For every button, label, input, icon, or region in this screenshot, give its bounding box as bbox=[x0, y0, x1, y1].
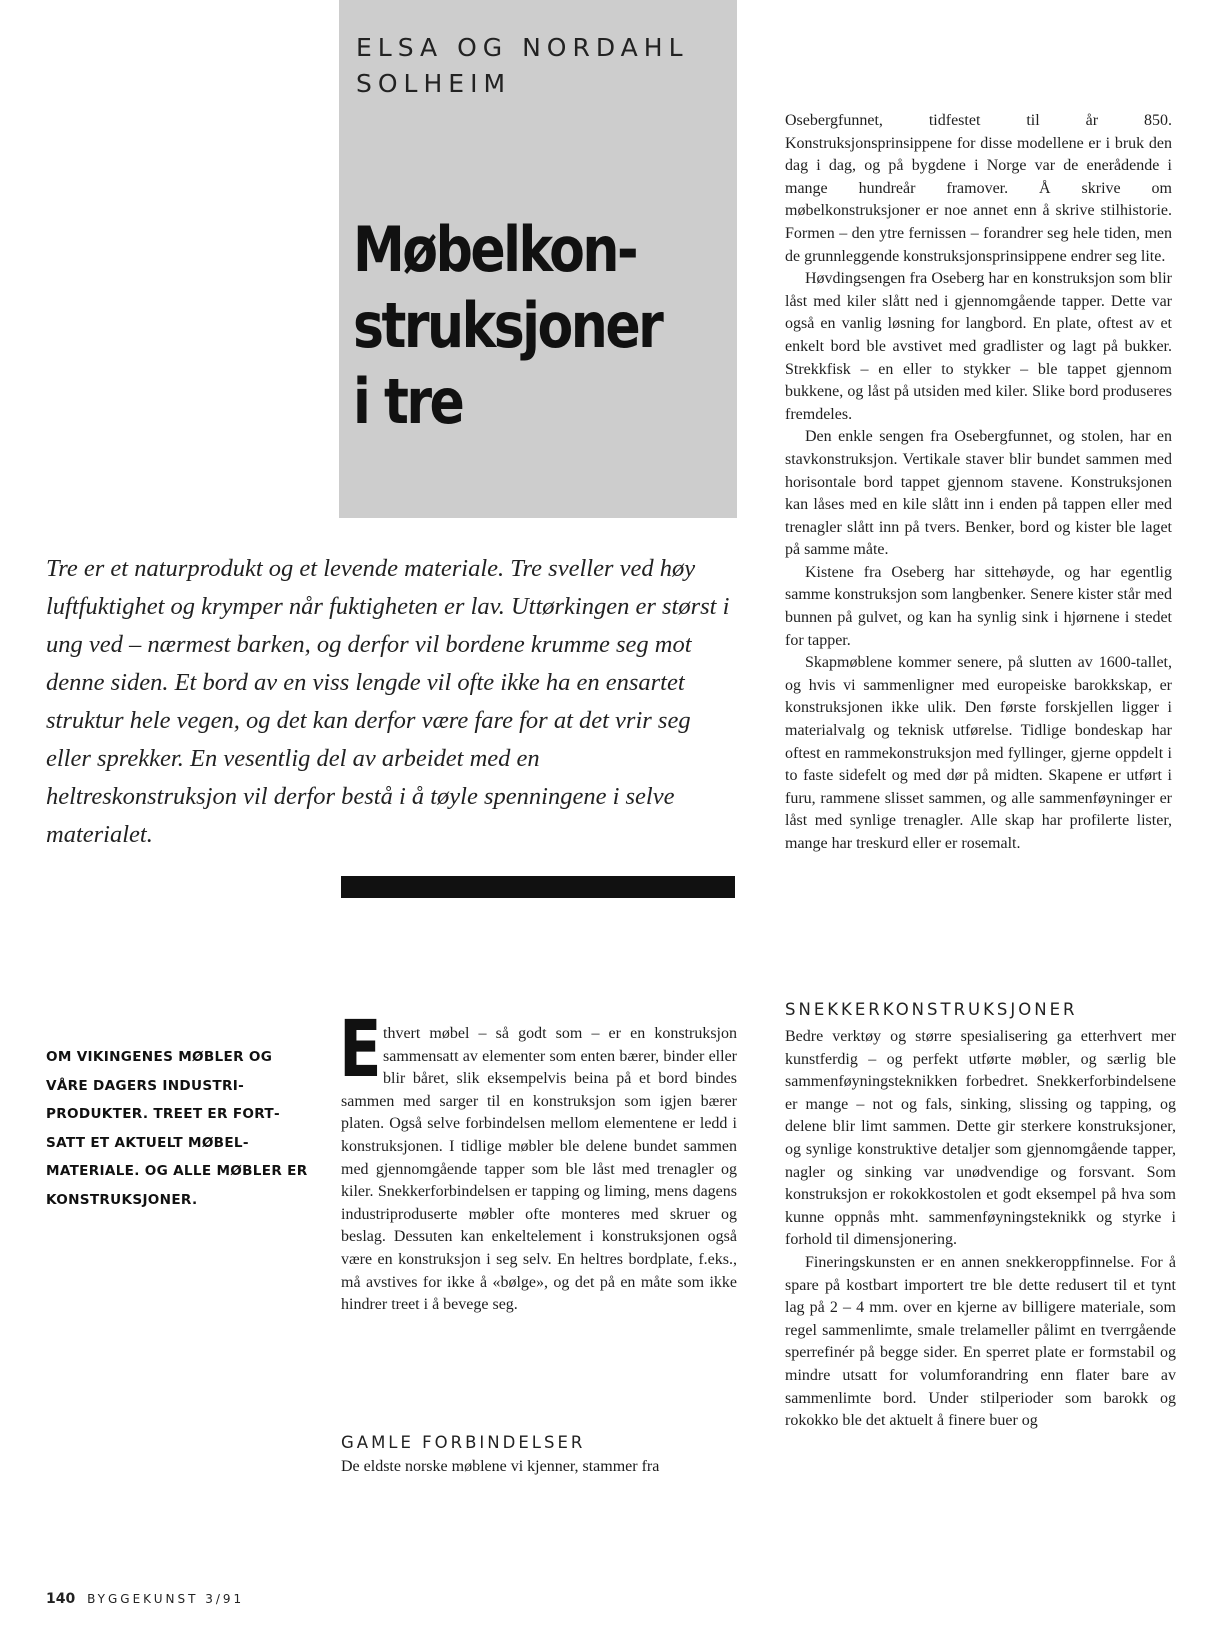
title-line-1: Møbelkon- bbox=[353, 213, 637, 286]
title-line-3: i tre bbox=[353, 365, 463, 438]
section-heading-snekker: SNEKKERKONSTRUKSJONER bbox=[785, 1000, 1078, 1019]
divider-bar bbox=[341, 876, 735, 898]
intro-text: thvert møbel – så godt som – er en konstruksjon sammensatt av elementer som enten bærer, binder eller blir båret, slik eksempelvis beina på et bord bindes sammen med sarger til en konstruksjon som igjen bærer platen. Også selve forbindelsen mellom elementene er ledd i konstruksjonen. I tidlige møbler ble delene bundet sammen med gjennomgående tapper som ble låst med trenagler og kiler. Snekkerforbindelsen er tapping og liming, mens dagens industriproduserte møbler ofte monteres med skruer og beslag. Dessuten kan enkeltelement i konstruksjonen også være en konstruksjon i seg selv. En heltres bordplate, f.eks., må avstives for ikke å «bølge», og det på en måte som ikke hindrer treet i å bevege seg. bbox=[341, 1025, 737, 1314]
magazine-issue: BYGGEKUNST 3/91 bbox=[87, 1592, 245, 1606]
authors-line-2: SOLHEIM bbox=[356, 69, 512, 98]
body-paragraph: Den enkle sengen fra Osebergfunnet, og stolen, har en stavkonstruksjon. Vertikale staver blir bundet sammen med horisontale bord tappet gjennom stavene. Konstruksjonen kan låses med en kile slått inn i enden på tappen eller med trenagler slått inn på tvers. Benker, bord og kister ble laget på samme måte. bbox=[785, 428, 1172, 559]
gamle-paragraph: De eldste norske møblene vi kjenner, stammer fra bbox=[341, 1458, 660, 1475]
section-heading-gamle: GAMLE FORBINDELSER bbox=[341, 1433, 586, 1452]
right-column-top bbox=[785, 110, 1172, 856]
summary-blurb: OM VIKINGENES MØBLER OG VÅRE DAGERS INDUSTRIPRODUKTER. TREET ER FORTSATT ET AKTUELT MØBELMATERIALE. OG ALLE MØBLER ER KONSTRUKSJONER. bbox=[46, 1049, 308, 1208]
page-number: 140 bbox=[46, 1591, 76, 1607]
body-paragraph: Fineringskunsten er en annen snekkeroppfinnelse. For å spare på kostbart importert tre ble dette redusert til et tynt lag på 2 – 4 mm. over en kjerne av billigere materiale, som regel sammenlimte, smale trelameller pålimt en tverrgående sperrefinér på begge sider. En sperret plate er formstabil og mindre utsatt for volumforandring enn flater bare av sammenlimte bord. Under stilperioder som barokk og rokokko ble det aktuelt å finere buer og bbox=[785, 1253, 1176, 1430]
body-paragraph: Høvdingsengen fra Oseberg har en konstruksjon som blir låst med kiler slått ned i gjennomgående tapper. Dette var også en vanlig løsning for langbord. En plate, oftest av et enkelt bord ble avstivet med gradlister og lagt på bukker. Strekkfisk – en eller to stykker – ble tappet gjennom bukkene, og låst på utsiden med kiler. Slike bord produseres fremdeles. bbox=[785, 270, 1172, 423]
middle-column bbox=[339, 1005, 737, 1317]
article-title bbox=[353, 212, 672, 440]
right-column-bottom bbox=[785, 1026, 1176, 1433]
authors-line-1: ELSA OG NORDAHL bbox=[356, 33, 689, 62]
body-paragraph: Skapmøblene kommer senere, på slutten av 1600-tallet, og hvis vi sammenligner med europeiske barokkskap, er konstruksjonen ikke ulik. Den første forskjellen ligger i materialvalg og teknisk utførelse. Tidlige bondeskap har oftest en rammekonstruksjon med fyllinger, gjerne oppdelt i to faste sidefelt og med dør på midten. Skapene er utført i furu, rammene slisset sammen, og alle sammenføyninger er låst med synlige trenagler. Alle skap har profilerte lister, mange har treskurd eller er rosemalt. bbox=[785, 654, 1172, 852]
author-names bbox=[356, 30, 726, 102]
page-footer bbox=[46, 1591, 244, 1607]
intro-paragraph bbox=[339, 1005, 737, 1317]
body-paragraph: Bedre verktøy og større spesialisering ga etterhvert mer kunstferdig – og perfekt utførte møbler, og særlig ble sammenføyningsteknikken forbedret. Snekkerforbindelsene er mange – not og fals, sinking, slissing og tapping, og delene blir limt sammen. Dette gir sterkere konstruksjoner, og synlige konstruktive detaljer som gjennomgående tapper, nagler og sinking var unødvendige og forsvant. Som konstruksjon er rokokkostolen et godt eksempel på hva som kunne oppnås mht. sammenføyningsteknikk og styrke i forhold til dimensjonering. bbox=[785, 1028, 1176, 1249]
title-line-2: struksjoner bbox=[353, 289, 662, 362]
lead-paragraph: Tre er et naturprodukt og et levende materiale. Tre sveller ved høy luftfuktighet og krymper når fuktigheten er lav. Uttørkingen er størst i ung ved – nærmest barken, og derfor vil bordene krumme seg mot denne siden. Et bord av en viss lengde vil ofte ikke ha en ensartet struktur hele vegen, og det kan derfor være fare for at det vrir seg eller sprekker. En vesentlig del av arbeidet med en heltreskonstruksjon vil derfor bestå i å tøyle spenningene i selve materialet. bbox=[46, 555, 730, 848]
body-paragraph: Kistene fra Oseberg har sittehøyde, og har egentlig samme konstruksjon som langbenker. Senere kister står med bunnen på gulvet, og kan ha synlig sink i hjørnene i stedet for tapper. bbox=[785, 563, 1172, 649]
drop-cap: E bbox=[339, 1005, 382, 1095]
body-paragraph: Osebergfunnet, tidfestet til år 850. Konstruksjonsprinsippene for disse modellene er i bruk den dag i dag, og på bygdene i Norge var de enerådende i mange hundreår framover. Å skrive om møbelkonstruksjoner er noe annet enn å skrive stilhistorie. Formen – den ytre fernissen – forandrer seg hele tiden, men de grunnleggende konstruksjonsprinsippene endrer seg lite. bbox=[785, 112, 1172, 265]
